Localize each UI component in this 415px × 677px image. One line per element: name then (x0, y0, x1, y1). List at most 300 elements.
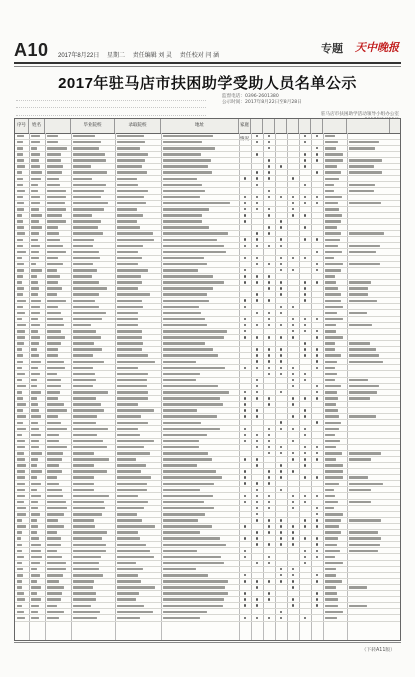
table-cell (17, 287, 25, 290)
status-mark (256, 293, 259, 296)
table-cell (31, 470, 42, 473)
table-row (15, 566, 400, 567)
table-cell (73, 147, 100, 150)
table-cell (163, 318, 205, 321)
table-cell (47, 165, 63, 168)
table-header-cell: 姓名 (29, 119, 45, 133)
status-mark (280, 226, 283, 229)
table-cell (47, 476, 58, 479)
table-cell (47, 574, 64, 577)
table-cell (325, 458, 336, 461)
status-mark (256, 208, 259, 211)
table-cell (117, 312, 138, 315)
status-mark (304, 141, 307, 144)
table-cell (163, 147, 215, 150)
table-cell (73, 422, 96, 425)
table-cell (163, 598, 225, 601)
table-cell (17, 239, 23, 242)
table-cell (163, 354, 219, 357)
table-cell (31, 562, 40, 565)
table-cell (47, 470, 63, 473)
status-mark (316, 421, 319, 424)
table-cell (349, 458, 371, 461)
status-mark (244, 275, 247, 278)
table-row (15, 560, 400, 561)
status-mark (316, 397, 319, 400)
table-cell (73, 245, 94, 248)
table-cell (117, 220, 138, 223)
table-cell (73, 214, 92, 217)
table-row (15, 438, 400, 439)
table-cell (73, 379, 96, 382)
table-cell (73, 361, 104, 364)
table-cell (17, 208, 24, 211)
status-mark (268, 159, 271, 162)
table-cell (73, 312, 107, 315)
table-cell (163, 269, 199, 272)
table-cell (17, 214, 22, 217)
table-cell (47, 385, 62, 388)
table-cell (47, 324, 65, 327)
table-cell (47, 489, 62, 492)
table-cell (17, 501, 24, 504)
status-mark (292, 440, 295, 443)
table-cell (73, 611, 101, 614)
status-mark (280, 360, 283, 363)
table-cell (17, 318, 22, 321)
table-cell (163, 501, 205, 504)
status-mark (256, 495, 259, 498)
table-cell (325, 525, 339, 528)
table-cell (117, 263, 138, 266)
status-mark (316, 519, 319, 522)
status-mark (316, 580, 319, 583)
header-rule (14, 62, 401, 64)
table-cell (17, 592, 25, 595)
table-cell (163, 507, 215, 510)
table-cell (73, 300, 96, 303)
table-cell (73, 318, 103, 321)
status-mark (268, 373, 271, 376)
status-mark (268, 226, 271, 229)
table-cell (73, 513, 102, 516)
status-mark (280, 287, 283, 290)
status-mark (268, 299, 271, 302)
table-cell (31, 598, 41, 601)
status-mark (268, 348, 271, 351)
table-cell (325, 428, 339, 431)
status-mark (268, 556, 271, 559)
status-mark (256, 275, 259, 278)
table-cell (349, 348, 377, 351)
status-mark (304, 556, 307, 559)
table-row (15, 261, 400, 262)
status-mark (304, 226, 307, 229)
status-mark (316, 598, 319, 601)
table-cell (163, 214, 203, 217)
table-cell (17, 159, 24, 162)
table-cell (47, 605, 57, 608)
table-cell (73, 251, 100, 254)
table-cell (17, 196, 24, 199)
table-cell (47, 367, 66, 370)
table-cell (73, 598, 96, 601)
table-cell (163, 611, 207, 614)
table-cell (325, 580, 342, 583)
table-cell (31, 287, 39, 290)
status-mark (292, 208, 295, 211)
table-cell (31, 483, 41, 486)
status-mark (256, 245, 259, 248)
status-mark (256, 391, 259, 394)
table-cell (163, 409, 198, 412)
table-cell (73, 342, 94, 345)
status-mark (292, 507, 295, 510)
table-cell (325, 568, 337, 571)
table-row (15, 529, 400, 530)
status-mark (268, 232, 271, 235)
table-cell (17, 348, 22, 351)
status-mark (292, 397, 295, 400)
table-cell (117, 598, 137, 601)
table-cell (117, 452, 151, 455)
table-cell (31, 495, 42, 498)
table-cell (31, 464, 37, 467)
status-mark (256, 135, 259, 138)
status-mark (292, 580, 295, 583)
table-cell (31, 275, 38, 278)
intro-text-line (16, 108, 206, 115)
status-mark (304, 617, 307, 620)
table-row (15, 358, 400, 359)
table-cell (47, 495, 63, 498)
table-cell (163, 452, 208, 455)
table-cell (349, 501, 372, 504)
table-header-cell: 录取院校 (115, 119, 161, 133)
table-cell (117, 214, 144, 217)
table-cell (117, 178, 138, 181)
table-cell (17, 330, 26, 333)
table-body (15, 133, 400, 640)
table-cell (349, 232, 384, 235)
table-row (15, 614, 400, 615)
table-row (15, 462, 400, 463)
table-cell (31, 300, 42, 303)
status-mark (256, 519, 259, 522)
status-mark (280, 537, 283, 540)
status-mark (268, 476, 271, 479)
table-cell (47, 397, 59, 400)
table-cell (325, 342, 335, 345)
table-cell (325, 287, 339, 290)
table-cell (47, 580, 59, 583)
table-row (15, 175, 400, 176)
status-mark (268, 495, 271, 498)
table-cell (163, 446, 199, 449)
table-cell (349, 312, 367, 315)
status-mark (268, 519, 271, 522)
table-cell (163, 300, 210, 303)
table-cell (47, 361, 65, 364)
table-cell (117, 251, 138, 254)
table-row (15, 248, 400, 249)
table-cell (325, 531, 342, 534)
status-mark (244, 403, 247, 406)
table-cell (325, 440, 341, 443)
table-cell (47, 153, 62, 156)
table-cell (17, 513, 26, 516)
table-cell (325, 495, 336, 498)
table-header-cell (275, 119, 287, 133)
table-cell (117, 476, 151, 479)
table-cell (325, 391, 338, 394)
table-cell (163, 574, 208, 577)
table-cell (47, 178, 59, 181)
table-cell (73, 476, 95, 479)
table-cell (163, 245, 225, 248)
table-cell (73, 171, 108, 174)
table-cell (17, 476, 26, 479)
table-row (15, 553, 400, 554)
status-mark (244, 592, 247, 595)
table-cell (349, 476, 369, 479)
status-mark (316, 391, 319, 394)
table-cell (117, 495, 138, 498)
table-cell (117, 513, 138, 516)
table-cell (31, 245, 40, 248)
table-cell (31, 452, 42, 455)
table-cell (31, 446, 40, 449)
table-cell (73, 348, 102, 351)
proofreader-credit: 责任校对 闫 涵 (179, 53, 220, 59)
status-mark (244, 196, 247, 199)
table-cell (117, 489, 148, 492)
table-cell (73, 373, 95, 376)
status-mark (316, 367, 319, 370)
status-mark (316, 385, 319, 388)
table-cell (349, 184, 375, 187)
table-cell (349, 605, 367, 608)
table-row (15, 285, 400, 286)
table-cell (47, 373, 57, 376)
table-cell (73, 531, 108, 534)
status-mark (268, 543, 271, 546)
table-cell (349, 483, 383, 486)
status-mark (268, 403, 271, 406)
status-mark (316, 360, 319, 363)
status-mark (292, 196, 295, 199)
status-mark (280, 306, 283, 309)
table-row (15, 486, 400, 487)
table-cell (163, 287, 214, 290)
status-mark (256, 263, 259, 266)
table-cell (117, 434, 140, 437)
status-mark (316, 592, 319, 595)
status-mark (280, 543, 283, 546)
section-label: 专题 (321, 43, 343, 55)
table-cell (73, 470, 107, 473)
status-mark (256, 598, 259, 601)
table-cell (349, 293, 369, 296)
table-cell (73, 507, 106, 510)
table-cell (73, 562, 99, 565)
status-mark (304, 428, 307, 431)
table-cell (73, 483, 94, 486)
table-header-cell (251, 119, 263, 133)
table-cell (73, 440, 103, 443)
table-cell (163, 251, 227, 254)
table-cell (17, 300, 27, 303)
status-mark (280, 367, 283, 370)
table-cell (325, 196, 343, 199)
table-cell (31, 342, 39, 345)
table-cell (47, 232, 60, 235)
column-divider (275, 133, 276, 640)
table-cell (163, 458, 212, 461)
table-cell (73, 489, 94, 492)
table-cell (47, 403, 65, 406)
table-cell (117, 269, 148, 272)
table-cell (163, 348, 214, 351)
table-cell (325, 300, 342, 303)
status-mark (244, 428, 247, 431)
table-cell (163, 476, 222, 479)
table-cell (47, 348, 58, 351)
table-cell (47, 202, 65, 205)
table-cell (31, 525, 38, 528)
table-cell (47, 519, 59, 522)
table-cell (47, 226, 58, 229)
table-cell (47, 281, 58, 284)
table-cell (47, 415, 58, 418)
table-cell (17, 385, 26, 388)
table-cell (117, 586, 155, 589)
status-mark (304, 293, 307, 296)
table-cell (117, 385, 148, 388)
table-cell (163, 171, 213, 174)
table-row (15, 255, 400, 256)
table-cell (31, 153, 40, 156)
status-mark (292, 269, 295, 272)
table-cell (73, 220, 102, 223)
table-cell (47, 318, 63, 321)
table-row (15, 322, 400, 323)
table-row (15, 334, 400, 335)
table-row (15, 187, 400, 188)
table-cell (163, 544, 227, 547)
status-mark (280, 617, 283, 620)
table-cell (17, 251, 27, 254)
status-mark (256, 543, 259, 546)
status-mark (280, 324, 283, 327)
table-cell (17, 568, 23, 571)
status-mark (256, 397, 259, 400)
table-cell (117, 458, 137, 461)
table-row (15, 584, 400, 585)
status-mark (304, 537, 307, 540)
table-cell (325, 422, 341, 425)
table-cell (47, 293, 57, 296)
table-cell (17, 446, 26, 449)
table-cell (163, 324, 208, 327)
table-cell (117, 354, 149, 357)
table-cell (117, 171, 148, 174)
table-row (15, 370, 400, 371)
table-cell (17, 379, 23, 382)
status-mark (304, 458, 307, 461)
table-cell (17, 312, 26, 315)
contact-info (222, 94, 402, 106)
table-cell (17, 489, 26, 492)
table-cell (117, 483, 148, 486)
status-mark (268, 196, 271, 199)
continued-note: （下转A11版） (361, 648, 395, 653)
status-mark (316, 336, 319, 339)
status-mark (316, 495, 319, 498)
status-mark (256, 196, 259, 199)
table-cell (325, 379, 336, 382)
table-cell (73, 196, 101, 199)
table-cell (73, 385, 94, 388)
table-cell (117, 537, 140, 540)
table-cell (117, 159, 145, 162)
status-mark (304, 238, 307, 241)
status-mark (292, 495, 295, 498)
table-cell (31, 348, 38, 351)
table-cell (17, 403, 26, 406)
table-row (15, 547, 400, 548)
table-cell (31, 550, 41, 553)
table-cell (73, 293, 100, 296)
table-cell (17, 245, 24, 248)
status-mark (316, 281, 319, 284)
column-divider (347, 133, 348, 640)
table-cell (73, 275, 92, 278)
table-row (15, 395, 400, 396)
column-divider (71, 133, 72, 640)
table-cell (325, 245, 338, 248)
status-mark (316, 318, 319, 321)
status-mark (244, 495, 247, 498)
status-mark (316, 550, 319, 553)
table-row (15, 480, 400, 481)
table-row (15, 206, 400, 207)
status-mark (244, 501, 247, 504)
table-cell (31, 361, 42, 364)
status-mark (268, 135, 271, 138)
table-cell (31, 440, 40, 443)
table-row (15, 468, 400, 469)
table-cell (163, 232, 229, 235)
table-cell (47, 306, 58, 309)
status-mark (244, 177, 247, 180)
table-cell (163, 336, 224, 339)
table-cell (47, 537, 61, 540)
status-mark (316, 348, 319, 351)
status-mark (256, 409, 259, 412)
table-cell (163, 178, 197, 181)
status-mark (244, 482, 247, 485)
table-cell (163, 135, 214, 138)
table-row (15, 236, 400, 237)
table-row (15, 273, 400, 274)
status-mark (280, 568, 283, 571)
table-row (15, 242, 400, 243)
table-cell (31, 220, 39, 223)
status-mark (292, 177, 295, 180)
table-cell (117, 196, 145, 199)
table-cell (325, 306, 343, 309)
